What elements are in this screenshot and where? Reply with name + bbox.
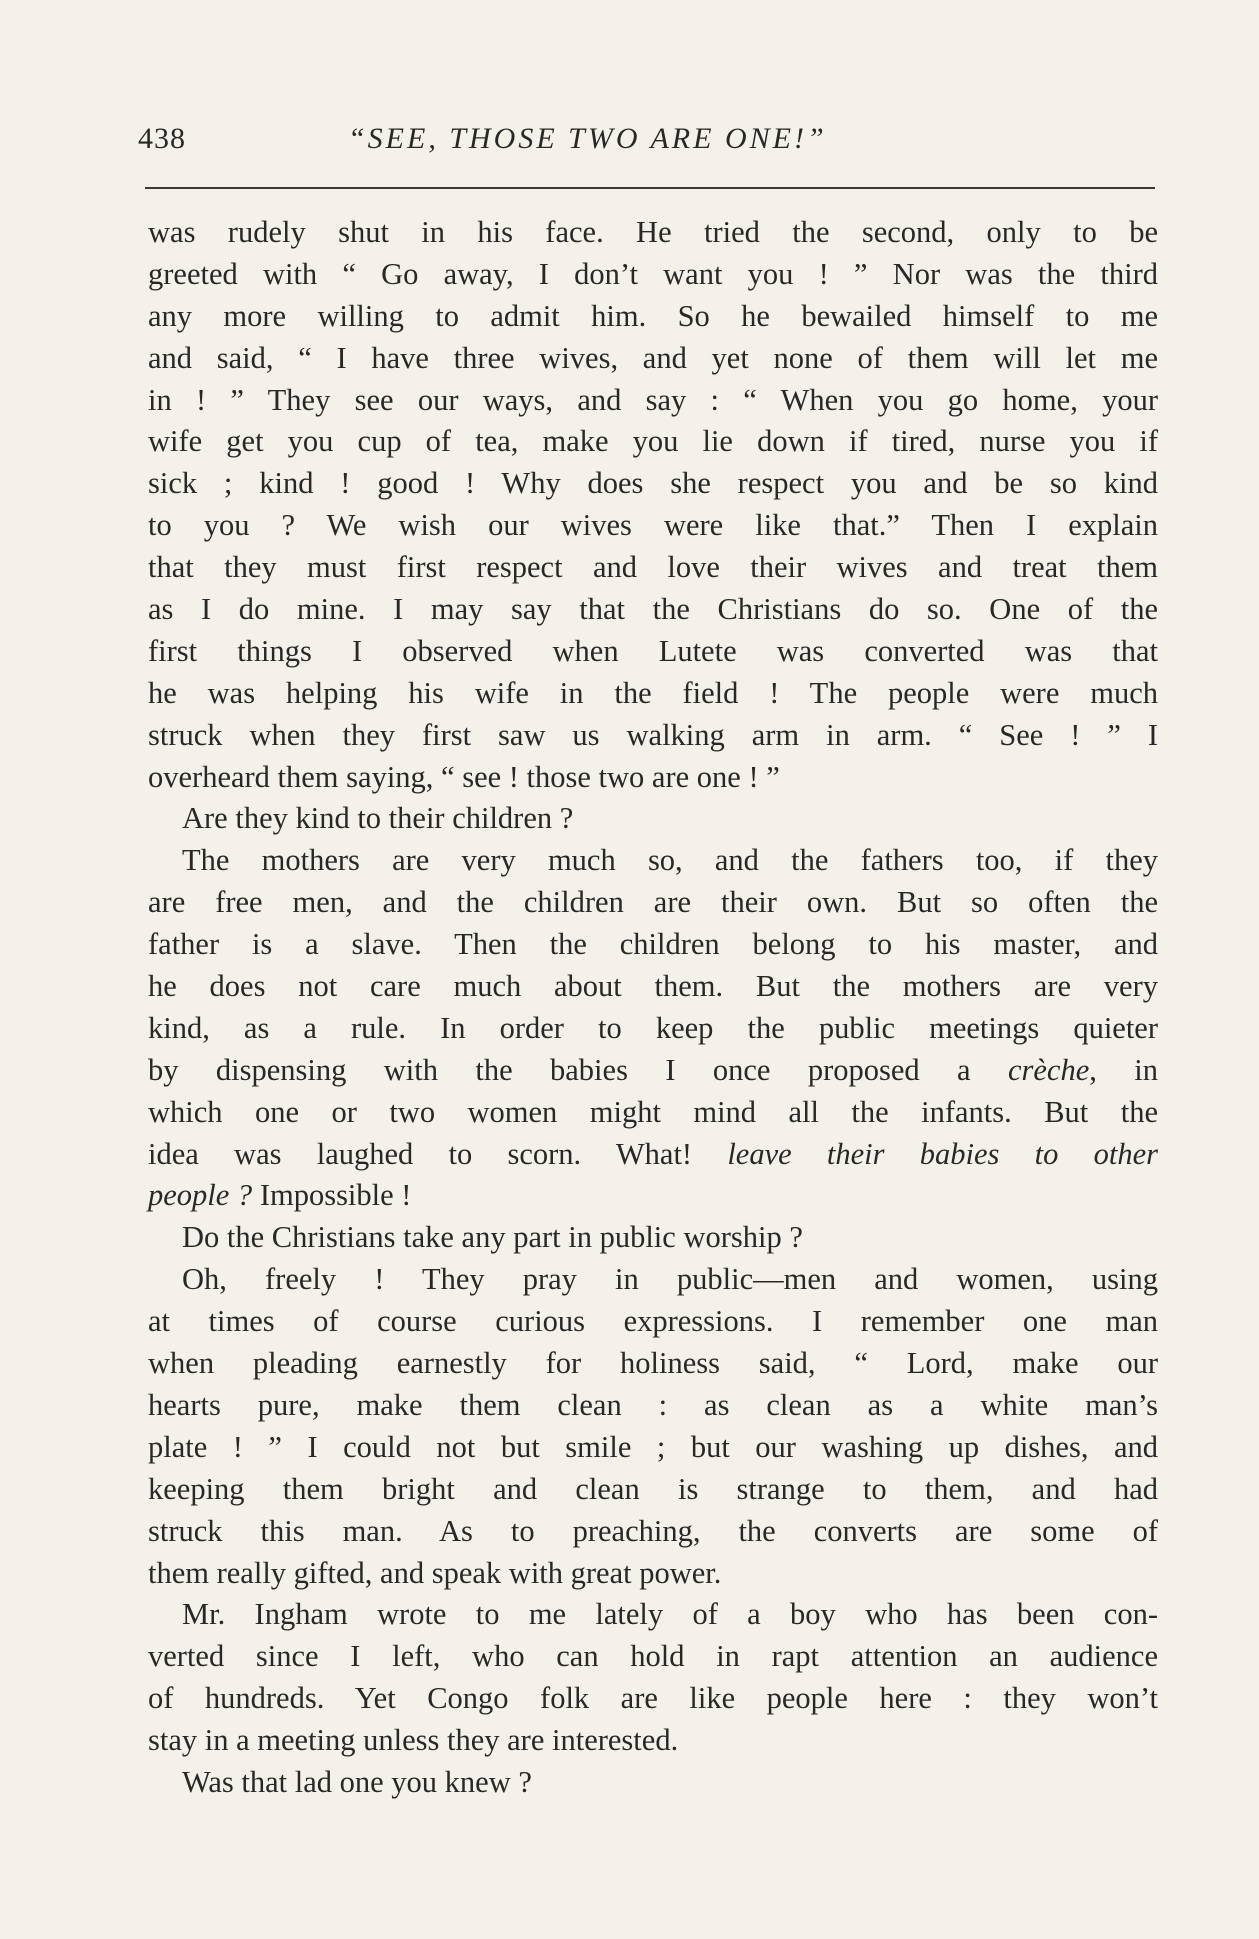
text-line (148, 1050, 1158, 1092)
text-segment: first things I observed when Lutete was converted was that (148, 633, 1158, 668)
text-segment: them really gifted, and speak with great power. (148, 1555, 722, 1590)
text-segment: of hundreds. Yet Congo folk are like people here : they won’t (148, 1681, 1158, 1716)
text-line (148, 380, 1158, 422)
text-line (148, 1678, 1158, 1720)
header-rule (145, 187, 1155, 189)
text-line (148, 966, 1158, 1008)
text-segment: wife get you cup of tea, make you lie down if tired, nurse you if (148, 424, 1158, 459)
text-segment: , in (1089, 1052, 1158, 1087)
text-line (148, 547, 1158, 589)
text-line (148, 1134, 1158, 1176)
text-segment: he was helping his wife in the field ! The people were much (148, 675, 1158, 710)
text-segment: Oh, freely ! They pray in public—men and women, using (182, 1262, 1158, 1297)
text-segment: to you ? We wish our wives were like that.” Then I explain (148, 508, 1158, 543)
text-segment: plate ! ” I could not but smile ; but our washing up dishes, and (148, 1429, 1158, 1464)
text-segment: struck this man. As to preaching, the converts are some of (148, 1513, 1158, 1548)
text-line (148, 1175, 1158, 1217)
italic-segment: leave their babies to other (727, 1136, 1158, 1171)
text-segment: Was that lad one you knew ? (182, 1764, 532, 1799)
text-line (148, 1427, 1158, 1469)
text-segment: as I do mine. I may say that the Christians do so. One of the (148, 592, 1158, 627)
text-segment: he does not care much about them. But the mothers are very (148, 969, 1158, 1004)
text-segment: any more willing to admit him. So he bewailed himself to me (148, 298, 1158, 333)
text-line (148, 840, 1158, 882)
text-segment: Mr. Ingham wrote to me lately of a boy who has been con- (182, 1597, 1158, 1632)
text-line (148, 882, 1158, 924)
text-segment: greeted with “ Go away, I don’t want you ! ” Nor was the third (148, 256, 1158, 291)
text-segment: Impossible ! (252, 1178, 412, 1213)
text-line (148, 212, 1158, 254)
text-line (148, 1469, 1158, 1511)
text-line (148, 1301, 1158, 1343)
text-line (148, 1217, 1158, 1259)
text-segment: father is a slave. Then the children belong to his master, and (148, 927, 1158, 962)
text-line (148, 631, 1158, 673)
text-line (148, 798, 1158, 840)
text-segment: by dispensing with the babies I once proposed a (148, 1052, 1008, 1087)
text-segment: verted since I left, who can hold in rapt attention an audience (148, 1639, 1158, 1674)
text-line (148, 924, 1158, 966)
text-line (148, 589, 1158, 631)
text-line (148, 421, 1158, 463)
italic-segment: people ? (148, 1178, 253, 1213)
text-segment: that they must first respect and love their wives and treat them (148, 550, 1158, 585)
text-segment: The mothers are very much so, and the fathers too, if they (182, 843, 1158, 878)
text-line (148, 296, 1158, 338)
text-line (148, 338, 1158, 380)
text-line (148, 1636, 1158, 1678)
page-number: 438 (138, 122, 186, 155)
text-line (148, 1092, 1158, 1134)
text-line (148, 463, 1158, 505)
text-segment: hearts pure, make them clean : as clean as a white man’s (148, 1387, 1158, 1422)
text-line (148, 1762, 1158, 1804)
text-segment: idea was laughed to scorn. What! (148, 1136, 728, 1171)
text-segment: struck when they first saw us walking arm in arm. “ See ! ” I (148, 717, 1158, 752)
body-text (148, 212, 1158, 1804)
text-segment: kind, as a rule. In order to keep the public meetings quieter (148, 1010, 1158, 1045)
text-line (148, 1008, 1158, 1050)
text-segment: stay in a meeting unless they are interested. (148, 1723, 679, 1758)
text-segment: at times of course curious expressions. I remember one man (148, 1304, 1158, 1339)
text-line (148, 505, 1158, 547)
page-header (138, 118, 1158, 168)
text-line (148, 1720, 1158, 1762)
text-line (148, 1385, 1158, 1427)
text-segment: Are they kind to their children ? (182, 801, 574, 836)
running-title: “SEE, THOSE TWO ARE ONE!” (348, 122, 827, 155)
text-segment: Do the Christians take any part in public worship ? (182, 1220, 803, 1255)
text-segment: was rudely shut in his face. He tried the second, only to be (148, 215, 1158, 249)
text-line (148, 715, 1158, 757)
text-segment: when pleading earnestly for holiness said, “ Lord, make our (148, 1346, 1158, 1381)
text-line (148, 1259, 1158, 1301)
italic-segment: crèche (1007, 1052, 1090, 1087)
text-segment: overheard them saying, “ see ! those two are one ! ” (148, 759, 780, 794)
text-line (148, 757, 1158, 799)
text-line (148, 1594, 1158, 1636)
text-line (148, 1511, 1158, 1553)
text-segment: keeping them bright and clean is strange to them, and had (148, 1471, 1158, 1506)
text-segment: are free men, and the children are their own. But so often the (148, 885, 1158, 920)
text-segment: which one or two women might mind all the infants. But the (148, 1094, 1158, 1129)
text-segment: in ! ” They see our ways, and say : “ When you go home, your (148, 382, 1158, 417)
text-line (148, 254, 1158, 296)
text-segment: sick ; kind ! good ! Why does she respect you and be so kind (148, 466, 1158, 501)
text-segment: and said, “ I have three wives, and yet none of them will let me (148, 340, 1158, 375)
text-line (148, 1553, 1158, 1595)
text-line (148, 673, 1158, 715)
text-line (148, 1343, 1158, 1385)
